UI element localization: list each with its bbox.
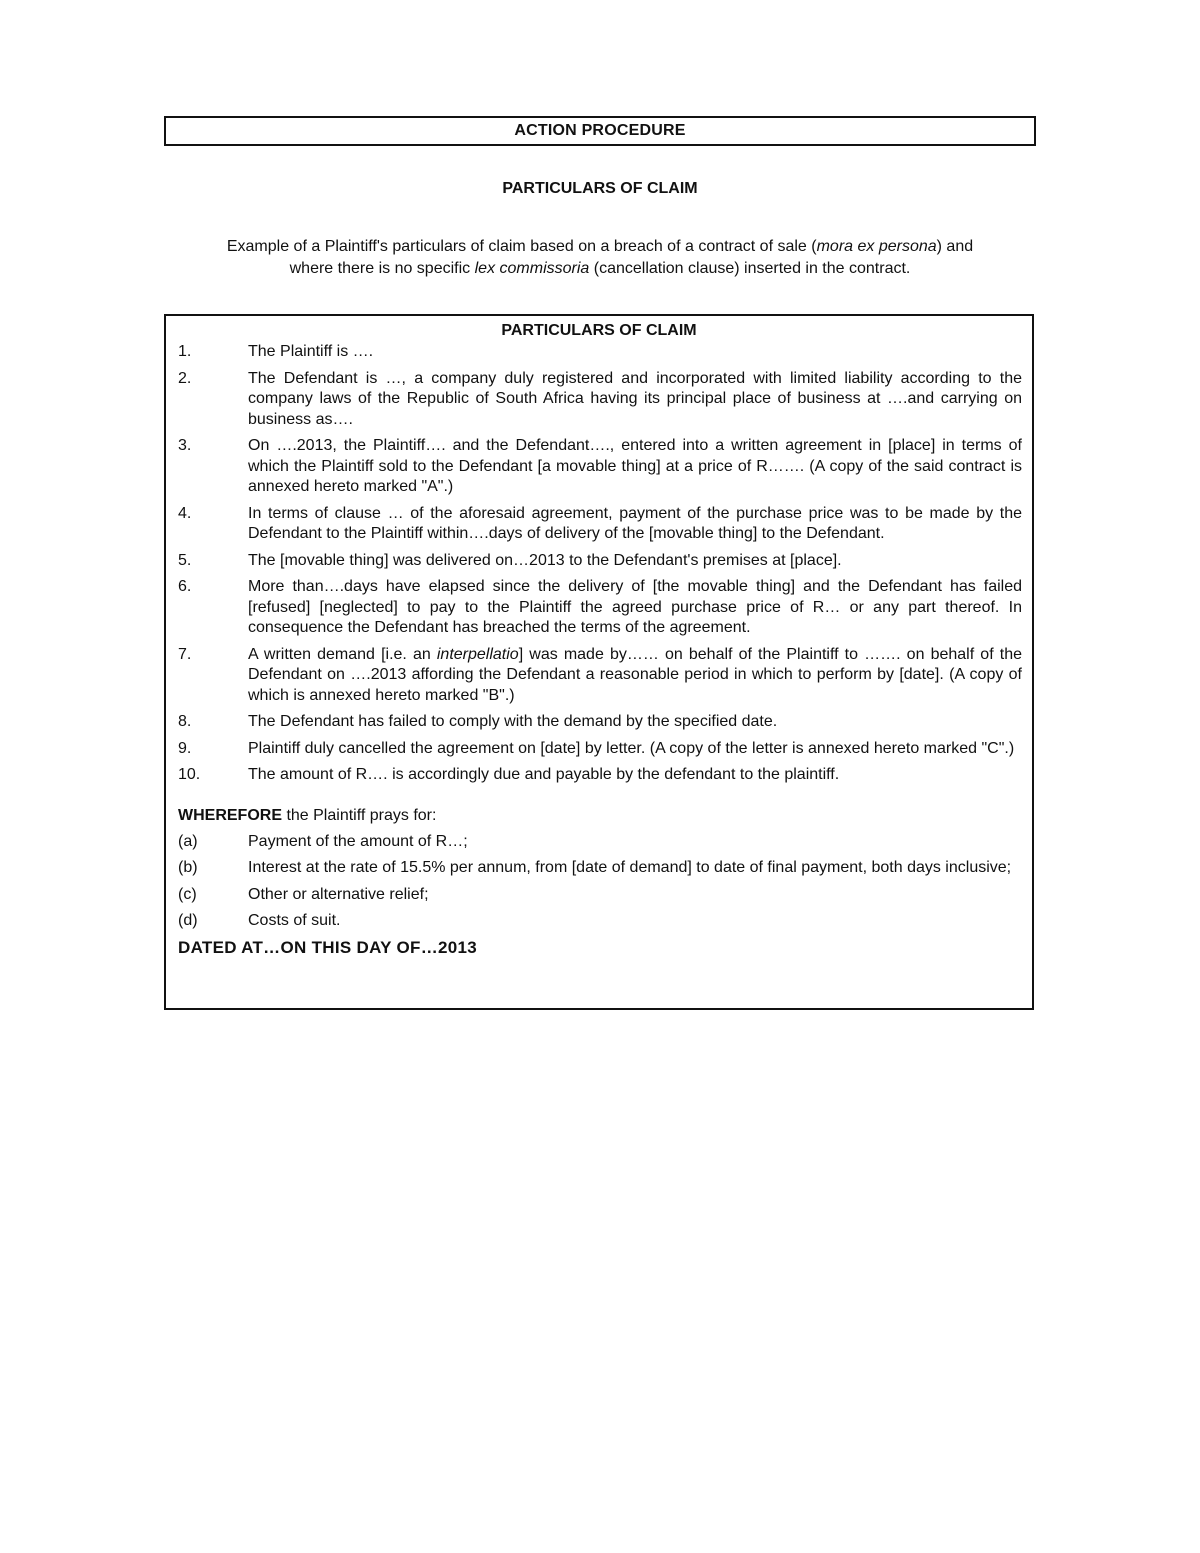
- intro-text-2: ) and: [936, 238, 974, 255]
- prayer-item: [178, 911, 1022, 932]
- item-text: The amount of R…. is accordingly due and payable by the defendant to the plaintiff.: [248, 766, 840, 783]
- intro-italic-2: lex commissoria: [474, 260, 590, 277]
- item-number: 4.: [178, 504, 192, 522]
- claim-item: [178, 436, 1022, 498]
- claim-item: [178, 342, 1022, 363]
- prayers-list: [166, 832, 1032, 932]
- item-text: [248, 645, 1022, 707]
- prayer-text: Other or alternative relief;: [248, 885, 429, 903]
- item-number: 6.: [178, 578, 192, 595]
- item-number: 2.: [178, 369, 192, 387]
- intro-italic-1: mora ex persona: [816, 238, 937, 255]
- item-text: On ….2013, the Plaintiff…. and the Defendant…., entered into a written agreement in [place] in terms of which the Plaintiff sold to the Defendant [a movable thing] at a price of R……. (A copy of the said contract is annexed hereto marked "A".): [248, 437, 1022, 495]
- claim-item: [178, 504, 1022, 545]
- item-text: Plaintiff duly cancelled the agreement on [date] by letter. (A copy of the letter is annexed hereto marked "C".): [248, 739, 1015, 757]
- item-number: 9.: [178, 739, 192, 757]
- item-text: The [movable thing] was delivered on…2013 to the Defendant's premises at [place].: [248, 551, 842, 569]
- prayer-text: Costs of suit.: [248, 912, 341, 929]
- prayer-item: [178, 858, 1022, 879]
- claim-item: [178, 765, 1022, 786]
- intro-text-1: Example of a Plaintiff's particulars of claim based on a breach of a contract of sale (: [226, 238, 817, 255]
- intro-paragraph: [170, 236, 1030, 280]
- claim-item: [178, 577, 1022, 639]
- item-text-b: ] was made by…… on behalf of the Plaintiff to ……. on behalf of the Defendant on ….2013 affording the Defendant a reasonable period in which to perform by [date]. (A copy of which is annexed hereto marked "B".): [248, 645, 1022, 704]
- prayer-item: [178, 832, 1022, 853]
- item-number: 3.: [178, 437, 192, 454]
- prayer-letter: (c): [178, 885, 197, 903]
- page-subtitle: PARTICULARS OF CLAIM: [502, 180, 698, 197]
- item-text: More than….days have elapsed since the delivery of [the movable thing] and the Defendant has failed [refused] [neglected] to pay to the Plaintiff the agreed purchase price of R… or any part thereof. In consequence the Defendant has breached the terms of the agreement.: [248, 578, 1022, 636]
- particulars-of-claim-box: [164, 314, 1034, 1010]
- item-number: 8.: [178, 713, 192, 730]
- dated-line: DATED AT…ON THIS DAY OF…2013: [178, 937, 478, 957]
- item-number: 5.: [178, 551, 192, 569]
- item-text: In terms of clause … of the aforesaid agreement, payment of the purchase price was to be made by the Defendant to the Plaintiff within….days of delivery of the [movable thing] to the Defendant.: [248, 504, 1022, 542]
- intro-text-4: (cancellation clause) inserted in the contract.: [589, 260, 911, 277]
- prayer-letter: (d): [178, 912, 198, 929]
- item-text: The Defendant has failed to comply with the demand by the specified date.: [248, 713, 778, 730]
- claim-item: [178, 712, 1022, 733]
- header-title: ACTION PROCEDURE: [514, 122, 686, 139]
- prayer-letter: (a): [178, 832, 198, 850]
- item-text-a: A written demand [i.e. an: [248, 645, 437, 663]
- item-text: The Plaintiff is ….: [248, 343, 374, 360]
- prayer-text: Interest at the rate of 15.5% per annum, from [date of demand] to date of final payment, both days inclusive;: [248, 859, 1012, 876]
- item-text: The Defendant is …, a company duly registered and incorporated with limited liability according to the company laws of the Republic of South Africa having its principal place of business at ….and carrying on business as….: [248, 369, 1022, 428]
- item-number: 10.: [178, 766, 201, 783]
- claim-item: [178, 739, 1022, 760]
- claim-item: [178, 645, 1022, 707]
- claim-item: [178, 551, 1022, 572]
- claim-item: [178, 369, 1022, 431]
- wherefore-clause: [166, 806, 1032, 826]
- prayer-item: [178, 885, 1022, 906]
- intro-text-3: where there is no specific: [289, 260, 475, 277]
- wherefore-bold: WHEREFORE: [178, 806, 282, 824]
- item-number: 1.: [178, 343, 192, 360]
- claim-items-list: [166, 342, 1032, 786]
- item-text-italic: interpellatio: [436, 645, 519, 663]
- action-procedure-header: [164, 116, 1036, 146]
- item-number: 7.: [178, 645, 192, 663]
- prayer-letter: (b): [178, 859, 198, 876]
- prayer-text: Payment of the amount of R…;: [248, 832, 468, 850]
- wherefore-rest: the Plaintiff prays for:: [282, 806, 437, 824]
- claim-box-title: PARTICULARS OF CLAIM: [501, 322, 697, 339]
